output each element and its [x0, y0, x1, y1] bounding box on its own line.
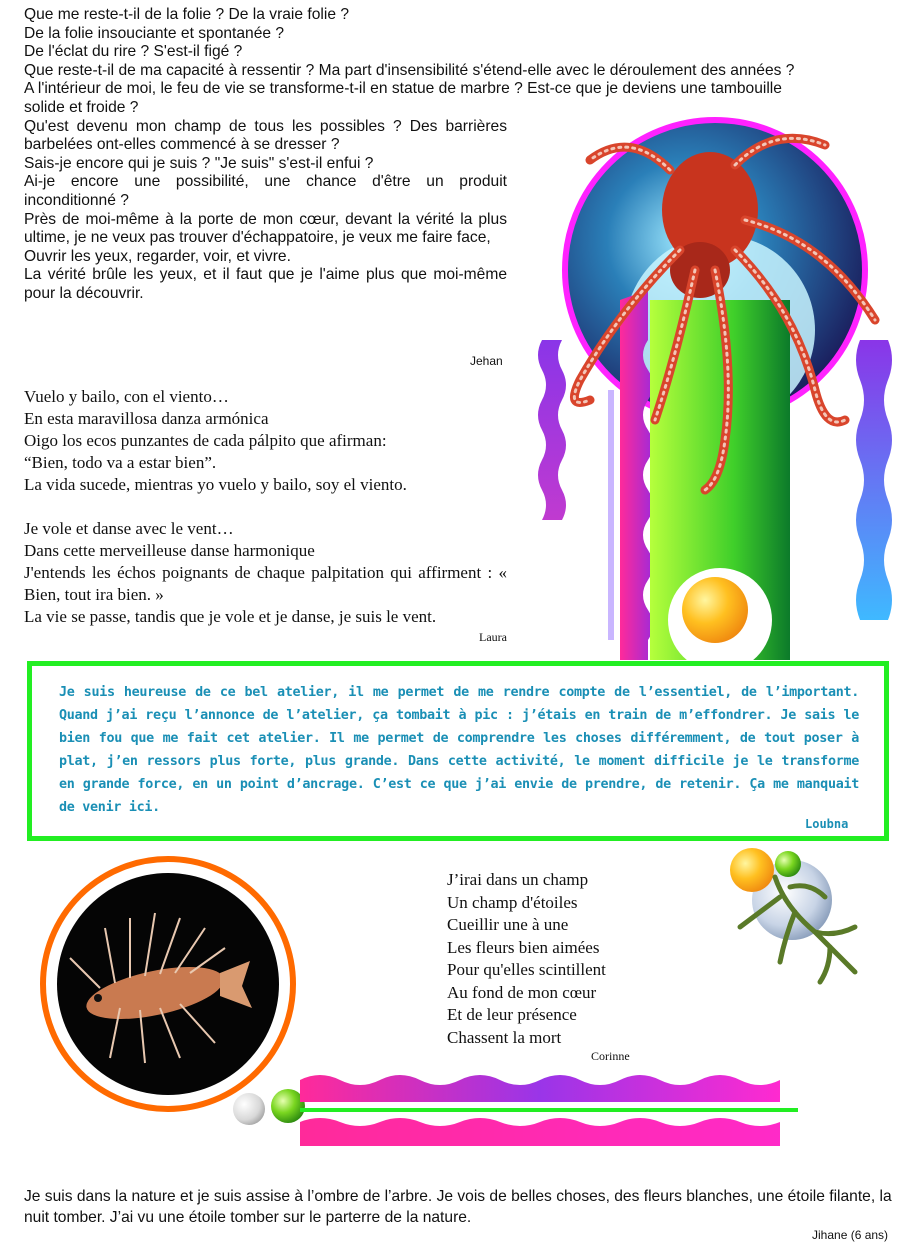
- poem-line: Je vole et danse avec le vent…: [24, 519, 234, 538]
- right-wave-strip: [856, 340, 892, 620]
- upper-wave-band: [300, 1075, 780, 1102]
- poem-line: Oigo los ecos punzantes de cada pálpito que afirman:: [24, 431, 387, 450]
- thin-strip: [608, 390, 614, 640]
- poem-line: Vuelo y bailo, con el viento…: [24, 387, 229, 406]
- green-ball-small: [775, 851, 801, 877]
- poem-line: De l'éclat du rire ? S'est-il figé ?: [24, 43, 243, 61]
- poem-line: Au fond de mon cœur: [447, 982, 597, 1002]
- yellow-ball: [682, 577, 748, 643]
- poem-jehan: [24, 6, 884, 304]
- poem-line: Ai-je encore une possibilité, une chance d'être un produit inconditionné ?: [24, 173, 507, 209]
- poem-line: De la folie insouciante et spontanée ?: [24, 24, 285, 42]
- poem-line: Dans cette merveilleuse danse harmonique: [24, 541, 315, 560]
- poem-line: solide et froide ?: [24, 98, 139, 116]
- poem-line: A l'intérieur de moi, le feu de vie se transforme-t-il en statue de marbre ? Est-ce que je deviens une tambouille: [24, 80, 782, 98]
- poem-line: Sais-je encore qui je suis ? "Je suis" s'est-il enfui ?: [24, 154, 374, 172]
- author-jihane: Jihane (6 ans): [812, 1228, 889, 1242]
- testimony-text: Je suis heureuse de ce bel atelier, il me permet de me rendre compte de l’essentiel, de l’important. Quand j’ai reçu l’annonce de l’atelier, ça tombait à pic : j’étais en train de m’effondrer. Je sais le bien fou que me fait cet atelier. Il me permet de comprendre les choses différemment, de tout poser à plat, j’en ressors plus forte, plus grande. Dans cette activité, le moment difficile je le transforme en grande force, en un point d’ancrage. C’est ce que j’ai envie de prendre, de retenir. Ça me manquait de venir ici.: [59, 685, 859, 815]
- grey-ball: [233, 1093, 265, 1125]
- poem-line: “Bien, todo va a estar bien”.: [24, 453, 217, 472]
- green-line: [300, 1108, 798, 1112]
- author-laura: Laura: [479, 630, 507, 644]
- poem-line: J'entends les échos poignants de chaque palpitation qui affirment : « Bien, tout ira bien. »: [24, 563, 507, 604]
- poem-laura: [24, 386, 507, 628]
- poem-line: En esta maravillosa danza armónica: [24, 409, 269, 428]
- poem-line: La vie se passe, tandis que je vole et je danse, je suis le vent.: [24, 607, 437, 626]
- poem-line: Ouvrir les yeux, regarder, voir, et vivre.: [24, 247, 291, 265]
- poem-line: Et de leur présence: [447, 1005, 577, 1024]
- lionfish-collage: [20, 848, 320, 1148]
- lower-wave-band: [300, 1118, 780, 1146]
- yellow-ball-small: [730, 848, 774, 892]
- poem-line: Que reste-t-il de ma capacité à ressentir ? Ma part d'insensibilité s'étend-elle avec le déroulement des années ?: [24, 61, 795, 79]
- poem-narrow-block: [24, 118, 507, 304]
- poem-line: J’irai dans un champ: [447, 870, 589, 889]
- poem-line: Cueillir une à une: [447, 915, 569, 934]
- poem-line: Que me reste-t-il de la folie ? De la vraie folie ?: [24, 6, 350, 23]
- author-corinne: Corinne: [591, 1049, 630, 1063]
- poem-line: Près de moi-même à la porte de mon cœur, devant la vérité la plus ultime, je ne veux pas trouver d'échappatoire, je veux me faire face,: [24, 210, 507, 247]
- seaweed-collage: [720, 842, 890, 992]
- author-jehan: Jehan: [470, 354, 503, 368]
- poem-line: La vérité brûle les yeux, et il faut que je l'aime plus que moi-même pour la découvrir.: [24, 266, 507, 302]
- poem-line: Chassent la mort: [447, 1027, 562, 1047]
- poem-corinne: [447, 869, 606, 1049]
- prose-jihane: Je suis dans la nature et je suis assise à l’ombre de l’arbre. Je vois de belles choses, des fleurs blanches, une étoile filante, la nuit tomber. J’ai vu une étoile tomber sur le parterre de la nature.: [24, 1188, 892, 1226]
- wave-bands: [300, 1068, 800, 1158]
- poem-line: Un champ d'étoiles: [447, 892, 578, 912]
- poem-line: Les fleurs bien aimées: [447, 937, 600, 957]
- poem-line: La vida sucede, mientras yo vuelo y bailo, soy el viento.: [24, 475, 407, 494]
- author-loubna: Loubna: [805, 817, 849, 831]
- left-wave-strip: [538, 340, 566, 520]
- poem-line: Pour qu'elles scintillent: [447, 960, 606, 979]
- poem-line: Qu'est devenu mon champ de tous les possibles ? Des barrières barbelées ont-elles commencé à se dresser ?: [24, 117, 507, 154]
